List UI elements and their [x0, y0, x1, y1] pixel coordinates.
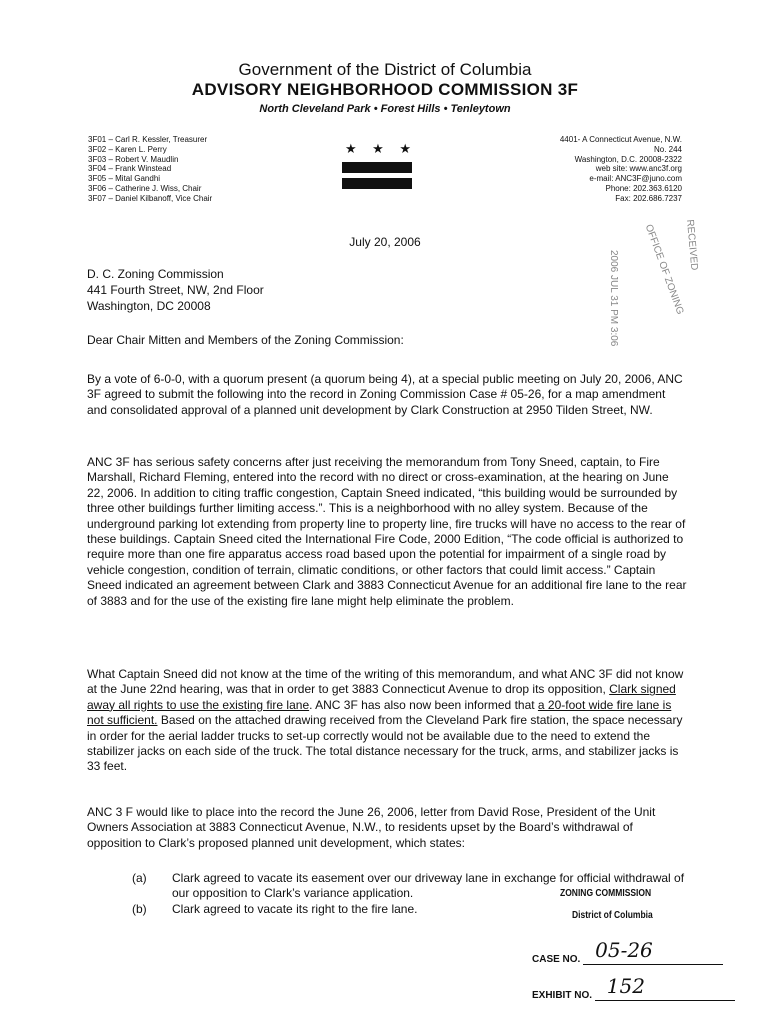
commissioner-3f03: 3F03 – Robert V. Maudlin [88, 154, 179, 164]
received-stamp [608, 215, 725, 347]
letter-date: July 20, 2006 [349, 235, 421, 249]
paragraph-text: . ANC 3F has also now been informed that [309, 697, 538, 712]
star-icon: ★ [345, 141, 357, 156]
commissioner-3f07: 3F07 – Daniel Kilbanoff, Vice Chair [88, 193, 213, 203]
recipient-address [87, 266, 264, 314]
paragraph-fire-lane [87, 667, 687, 775]
commissioner-list [88, 135, 212, 204]
commissioner-3f06: 3F06 – Catherine J. Wiss, Chair [88, 183, 202, 193]
dc-flag-logo [335, 142, 425, 189]
underlined-text: Clark signed away all rights to use the existing fire lane [87, 682, 676, 712]
commission-address [560, 135, 682, 204]
address-city: Washington, D.C. 20008-2322 [574, 154, 682, 164]
zoning-commission-label: ZONING COMMISSION [560, 888, 652, 899]
flag-bar [342, 162, 412, 173]
address-phone: Phone: 202.363.6120 [605, 183, 682, 193]
address-website: web site: www.anc3f.org [595, 164, 682, 174]
flag-stars [345, 142, 411, 156]
commissioner-3f01: 3F01 – Carl R. Kessler, Treasurer [88, 135, 208, 144]
recipient-city: Washington, DC 20008 [87, 299, 211, 313]
list-item-label: (b) [132, 902, 147, 916]
commissioner-3f05: 3F05 – Mital Gandhi [88, 174, 161, 184]
address-fax: Fax: 202.686.7237 [615, 193, 682, 203]
address-email: e-mail: ANC3F@juno.com [589, 174, 682, 184]
star-icon: ★ [399, 141, 411, 156]
paragraph-vote: By a vote of 6-0-0, with a quorum present (a quorum being 4), at a special public meeting on July 20, 2006, ANC 3F agreed to submit the following into the record in Zoning Commission Case # 05-26, for a map amendment and consolidated approval of a planned unit development by Clark Construction at 2950 Tilden Street, NW. [87, 372, 683, 417]
flag-bar [342, 178, 412, 189]
commissioner-3f04: 3F04 – Frank Winstead [88, 164, 172, 174]
case-number [532, 938, 723, 965]
recipient-name: D. C. Zoning Commission [87, 267, 224, 281]
address-street: 4401- A Connecticut Avenue, N.W. [559, 135, 682, 144]
recipient-street: 441 Fourth Street, NW, 2nd Floor [87, 283, 264, 297]
exhibit-number-label: EXHIBIT NO. [532, 990, 593, 1001]
commissioner-3f02: 3F02 – Karen L. Perry [88, 144, 167, 154]
stamp-date-text: 2006 JUL 31 PM 3:06 [608, 250, 619, 347]
paragraph-record: ANC 3 F would like to place into the record the June 26, 2006, letter from David Rose, President of the Unit Owners Association at 3883 Connecticut Avenue, N.W., to residents upset by the Board’s withdrawal of opposition to Clark’s proposed planned unit development, which states: [87, 805, 656, 850]
salutation: Dear Chair Mitten and Members of the Zoning Commission: [87, 333, 404, 347]
neighborhoods-subtitle: North Cleveland Park • Forest Hills • Tenleytown [259, 103, 511, 115]
list-item-text: Clark agreed to vacate its right to the fire lane. [172, 902, 418, 916]
case-number-label: CASE NO. [532, 954, 581, 965]
star-icon: ★ [372, 141, 384, 156]
paragraph-text: What Captain Sneed did not know at the time of the writing of this memorandum, and what ANC 3F did not know at the June 22nd hearing, was that in order to get 3883 Connecticut Avenue to drop its opposition, [87, 667, 684, 697]
government-title: Government of the District of Columbia [238, 60, 532, 79]
commission-title: ADVISORY NEIGHBORHOOD COMMISSION 3F [191, 80, 579, 99]
district-label: District of Columbia [572, 910, 653, 921]
paragraph-safety: ANC 3F has serious safety concerns after just receiving the memorandum from Tony Sneed, captain, to Fire Marshall, Richard Fleming, entered into the record with no direct or cross-examination, at the hearing on June 22, 2006. In addition to citing traffic congestion, Captain Sneed indicated, “this building would be surrounded by three other buildings further limiting access.”. This is a neighborhood with no alley system. Because of the underground parking lot extending from property line to property line, fire trucks will have no access to the rear of these buildings. Captain Sneed cited the International Fire Code, 2000 Edition, “The code official is authorized to require more than one fire apparatus access road based upon the potential for impairment of a single road by vehicle congestion, condition of terrain, climatic conditions, or other factors that could limit access.” Captain Sneed indicated an agreement between Clark and 3883 Connecticut Avenue for an additional fire lane to the rear of 3883 and for the use of the existing fire lane might help eliminate the problem. [87, 455, 687, 608]
stamp-office-text: OFFICE OF ZONING [642, 223, 686, 317]
list-item-text: Clark agreed to vacate its easement over our driveway lane in exchange for official withdrawal of our opposition to Clark’s variance application. [172, 871, 685, 900]
stamp-received-text: RECEIVED [684, 219, 700, 271]
underlined-text: a 20-foot wide fire lane is not sufficient. [87, 697, 672, 728]
address-suite: No. 244 [653, 144, 682, 154]
exhibit-number [532, 974, 735, 1001]
case-number-value: 05-26 [595, 938, 653, 962]
paragraph-text: Based on the attached drawing received from the Cleveland Park fire station, the space necessary in order for the aerial ladder trucks to set-up correctly would not be available due to the need to extend the stabilizer jacks on each side of the truck. The total distance necessary for the truck, arms, and stabilizer jacks is 33 feet. [87, 713, 683, 774]
exhibit-number-value: 152 [606, 974, 645, 998]
list-item-label: (a) [132, 871, 147, 885]
